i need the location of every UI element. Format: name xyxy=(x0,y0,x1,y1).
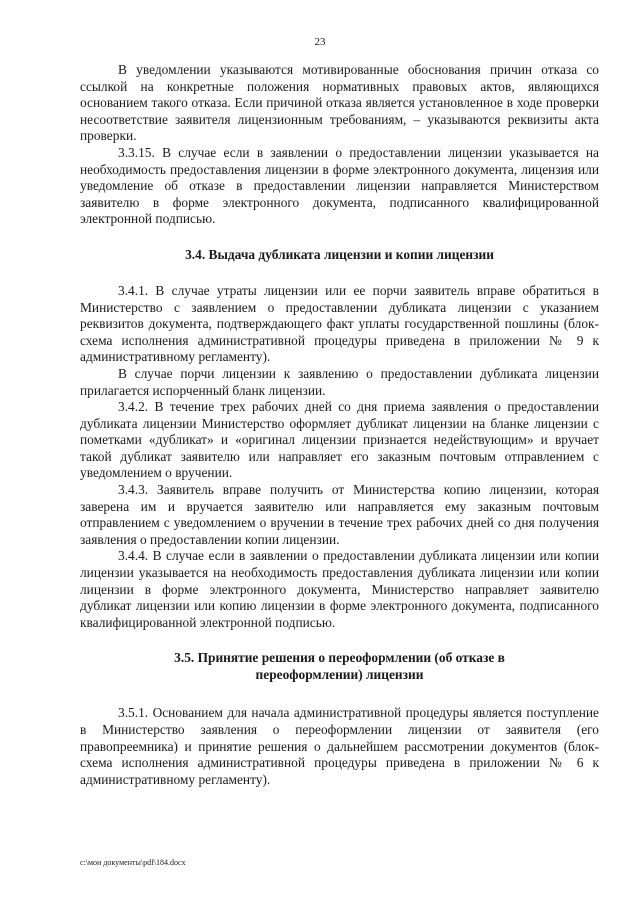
section-heading-3-5 xyxy=(80,649,599,683)
page-number: 23 xyxy=(314,36,326,48)
paragraph-3-4-1: 3.4.1. В случае утраты лицензии или ее порчи заявитель вправе обратиться в Министерство с заявлением о предоставлении дубликата лицензии с указанием реквизитов документа, подтверждающего факт уплаты государственной пошлины (блок-схема исполнения административной процедуры приведена в приложении № 9 к административному регламенту). xyxy=(80,282,599,365)
paragraph-damaged-license: В случае порчи лицензии к заявлению о предоставлении дубликата лицензии прилагается испорченный бланк лицензии. xyxy=(80,365,599,398)
paragraph-refusal-reasons: В уведомлении указываются мотивированные обоснования причин отказа со ссылкой на конкретные положения нормативных правовых актов, являющихся основанием такого отказа. Если причиной отказа является установленное в ходе проверки несоответствие заявителя лицензионным требованиям, – указываются реквизиты акта проверки. xyxy=(80,62,599,144)
paragraph-3-5-1: 3.5.1. Основанием для начала административной процедуры является поступление в Министерство заявления о переоформлении лицензии от заявителя (его правопреемника) и принятие решения о дальнейшем рассмотрении документов (блок-схема исполнения административной процедуры приведена в приложении № 6 к административному регламенту). xyxy=(80,705,599,787)
paragraph-3-4-4: 3.4.4. В случае если в заявлении о предоставлении дубликата лицензии или копии лицензии указывается на необходимость предоставления дубликата лицензии или копии лицензии в форме электронного документа, Министерство направляет заявителю дубликат лицензии или копию лицензии в форме электронного документа, подписанного квалифицированной электронной подписью. xyxy=(80,548,599,630)
paragraph-3-4-3: 3.4.3. Заявитель вправе получить от Министерства копию лицензии, которая заверена им и вручается заявителю или направляется ему заказным почтовым отправлением с уведомлением о вручении в течение трех рабочих дней со дня получения заявления о предоставлении копии лицензии. xyxy=(80,482,599,547)
section-heading-3-4: 3.4. Выдача дубликата лицензии и копии лицензии xyxy=(185,246,494,262)
footer-file-path: c:\мои документы\pdf\184.docx xyxy=(80,858,186,867)
section-heading-3-5-line2: переоформлении) лицензии xyxy=(255,667,424,683)
paragraph-3-4-2: 3.4.2. В течение трех рабочих дней со дня приема заявления о предоставлении дубликата лицензии Министерство оформляет дубликат лицензии на бланке лицензии с пометками «дубликат» и «оригинал лицензии признается недействующим» и вручает такой дубликат заявителю или направляет его заказным почтовым отправлением с уведомлением о вручении. xyxy=(80,399,599,481)
section-heading-3-5-line1: 3.5. Принятие решения о переоформлении (об отказе в xyxy=(174,650,505,666)
document-body xyxy=(80,62,599,788)
paragraph-3-3-15: 3.3.15. В случае если в заявлении о предоставлении лицензии указывается на необходимость предоставления лицензии в форме электронного документа, лицензия или уведомление об отказе в предоставлении лицензии направляется Министерством заявителю в форме электронного документа, подписанного квалифицированной электронной подписью. xyxy=(80,144,599,227)
